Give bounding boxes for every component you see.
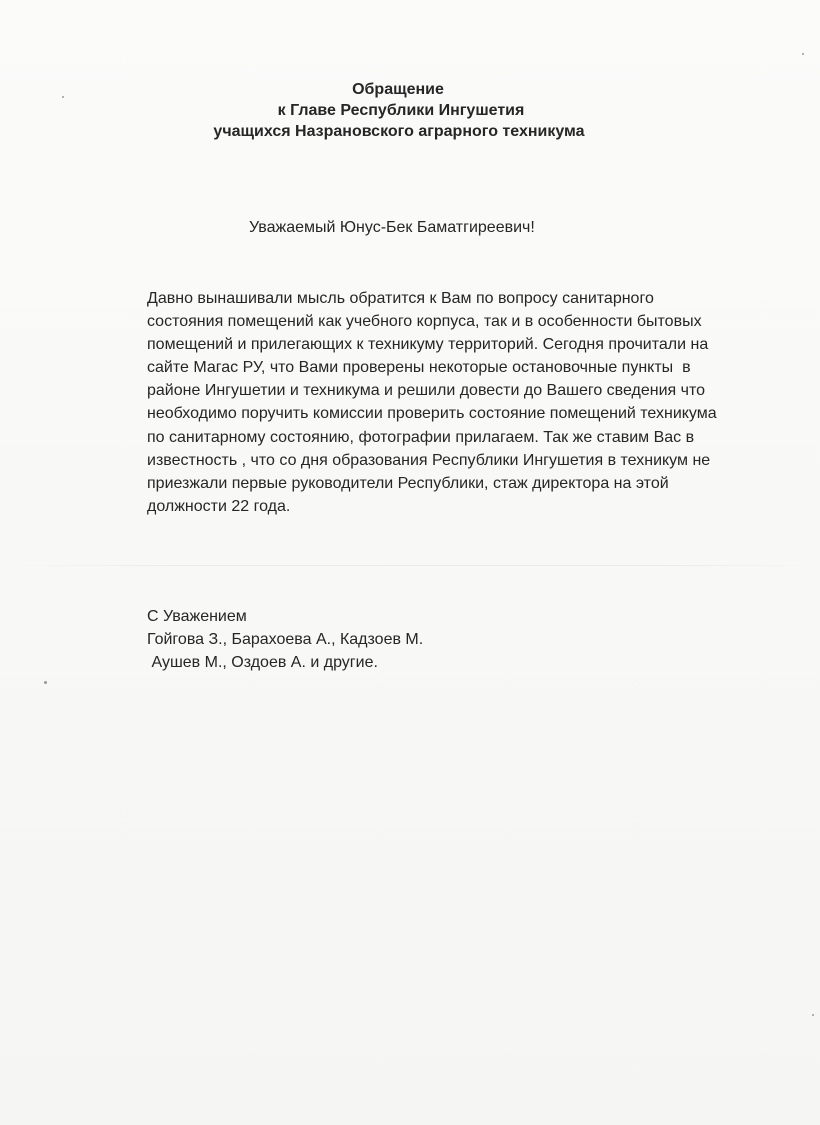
body-line: сайте Магас РУ, что Вами проверены некоторые остановочные пункты в (147, 359, 691, 377)
body-line: состояния помещений как учебного корпуса, так и в особенности бытовых (147, 313, 702, 331)
body-line: районе Ингушетии и техникума и решили довести до Вашего сведения что (147, 382, 706, 400)
scan-speck (44, 681, 47, 684)
letter-body (147, 287, 767, 518)
letter-header (150, 79, 670, 142)
signatories-line: Гойгова З., Барахоева А., Кадзоев М. (147, 631, 424, 648)
body-line: Давно вынашивали мысль обратится к Вам по вопросу санитарного (147, 290, 654, 307)
signature-block (147, 605, 423, 674)
signatories-line: Аушев М., Оздоев А. и другие. (147, 654, 378, 671)
scan-speck (802, 53, 804, 55)
body-line: приезжали первые руководители Республики, стаж директора на этой (147, 474, 669, 492)
body-line: должности 22 года. (147, 497, 291, 515)
salutation: Уважаемый Юнус-Бек Баматгиреевич! (249, 219, 535, 236)
body-line: по санитарному состоянию, фотографии прилагаем. Так же ставим Вас в (147, 428, 695, 446)
closing: С Уважением (147, 608, 247, 625)
body-line: необходимо поручить комиссии проверить состояние помещений техникума (147, 405, 717, 423)
header-title: Обращение (352, 81, 444, 98)
body-line: помещений и прилегающих к техникуму территорий. Сегодня прочитали на (147, 336, 709, 354)
body-line: известность , что со дня образования Республики Ингушетия в техникум не (147, 451, 711, 469)
scan-speck (812, 1014, 814, 1016)
scan-speck (62, 96, 64, 98)
paper-fold-line (0, 565, 820, 566)
header-addressee: к Главе Республики Ингушетия (277, 102, 525, 119)
header-senders: учащихся Назрановского аграрного техникума (213, 123, 585, 140)
